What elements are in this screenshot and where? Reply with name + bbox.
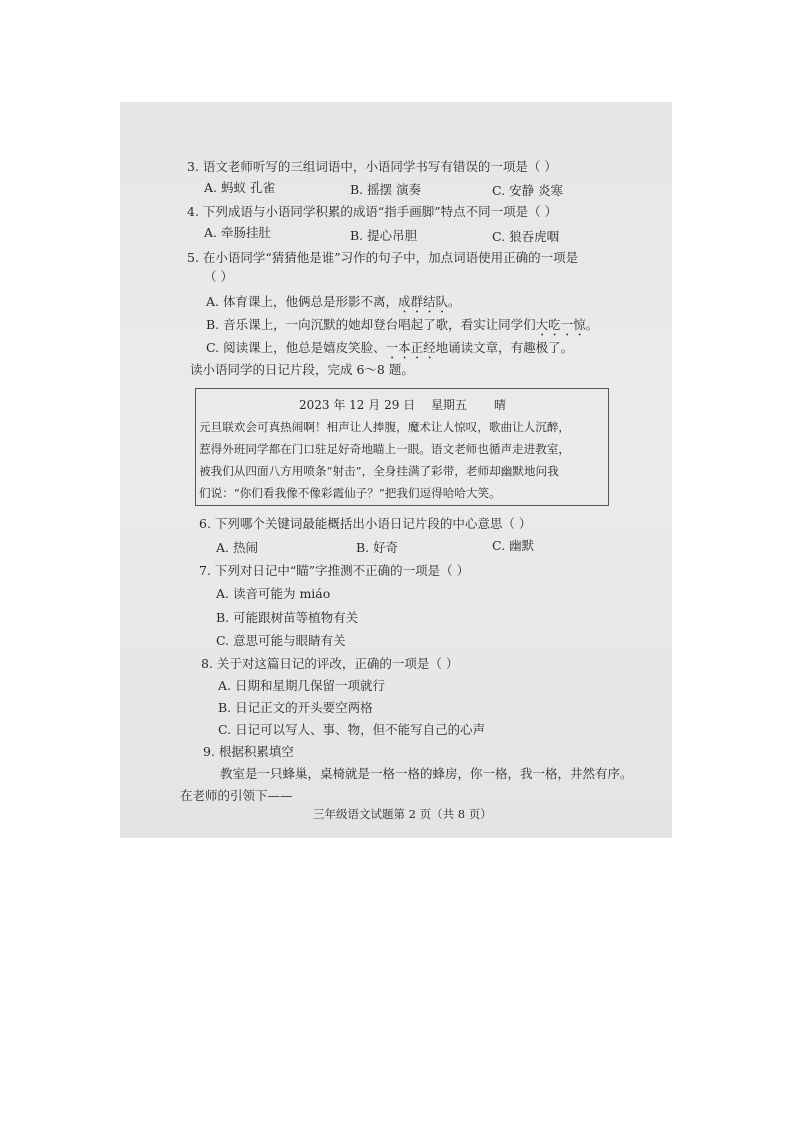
- q4-option-a: A. 牵肠挂肚: [204, 225, 271, 240]
- diary-excerpt-box: [195, 388, 609, 506]
- reading-intro: 读小语同学的日记片段，完成 6～8 题。: [190, 362, 414, 377]
- q3-stem: 3. 语文老师听写的三组词语中，小语同学书写有错误的一项是（ ）: [187, 159, 557, 174]
- q5-stem: 5. 在小语同学“猜猜他是谁”习作的句子中，加点词语使用正确的一项是: [187, 250, 579, 265]
- q8-option-c: C. 日记可以写人、事、物，但不能写自己的心声: [218, 722, 486, 737]
- scanned-exam-page: [120, 102, 672, 838]
- diary-weather: 晴: [494, 398, 507, 412]
- q8-option-b: B. 日记正文的开头要空两格: [218, 700, 373, 715]
- q5-option-a: A. 体育课上，他俩总是形影不离，成群结队。: [206, 294, 461, 309]
- q3-option-a: A. 蚂蚁 孔雀: [204, 180, 275, 195]
- q4-option-b: B. 提心吊胆: [350, 228, 418, 243]
- q3-option-b: B. 摇摆 演奏: [350, 182, 422, 197]
- diary-line-3: 被我们从四面八方用喷条“射击”，全身挂满了彩带，老师却幽默地问我: [199, 464, 559, 478]
- q7-stem: 7. 下列对日记中“瞄”字推测不正确的一项是（ ）: [199, 563, 470, 578]
- page-footer: 三年级语文试题第 2 页（共 8 页）: [313, 807, 492, 821]
- diary-line-2: 惹得外班同学都在门口驻足好奇地瞄上一眼。语文老师也循声走进教室，: [199, 442, 571, 456]
- q3-option-c: C. 安静 炎寒: [492, 183, 564, 198]
- diary-weekday: 星期五: [431, 398, 468, 412]
- q6-option-a: A. 热闹: [216, 540, 258, 555]
- q7-option-a: A. 读音可能为 miáo: [216, 586, 331, 601]
- q4-option-c: C. 狼吞虎咽: [492, 229, 560, 244]
- diary-line-4: 们说：“你们看我像不像彩霞仙子？”把我们逗得哈哈大笑。: [199, 486, 501, 500]
- q6-option-c: C. 幽默: [492, 538, 535, 553]
- diary-date: 2023 年 12 月 29 日: [299, 398, 416, 412]
- q5-option-b: B. 音乐课上，一向沉默的她却登台唱起了歌，看实让同学们大吃一惊。: [206, 317, 599, 332]
- q9-stem: 9. 根据积累填空: [203, 744, 294, 759]
- q4-stem: 4. 下列成语与小语同学积累的成语“指手画脚”特点不同一项是（ ）: [187, 204, 558, 219]
- q7-option-b: B. 可能跟树苗等植物有关: [216, 610, 359, 625]
- diary-line-1: 元旦联欢会可真热闹啊！相声让人捧腹，魔术让人惊叹，歌曲让人沉醉，: [199, 420, 571, 434]
- q8-stem: 8. 关于对这篇日记的评改，正确的一项是（ ）: [201, 656, 459, 671]
- q5-option-c: C. 阅读课上，他总是嬉皮笑脸、一本正经地诵读文章，有趣极了。: [206, 340, 574, 355]
- q6-option-b: B. 好奇: [356, 540, 399, 555]
- q8-option-a: A. 日期和星期几保留一项就行: [218, 678, 385, 693]
- q6-stem: 6. 下列哪个关键词最能概括出小语日记片段的中心意思（ ）: [199, 516, 532, 531]
- q9-line-1: 教室是一只蜂巢，桌椅就是一格一格的蜂房，你一格，我一格，井然有序。: [220, 766, 633, 781]
- q5-answer-paren: （ ）: [204, 269, 233, 284]
- q7-option-c: C. 意思可能与眼睛有关: [216, 633, 346, 648]
- q9-line-2: 在老师的引领下——: [180, 788, 293, 803]
